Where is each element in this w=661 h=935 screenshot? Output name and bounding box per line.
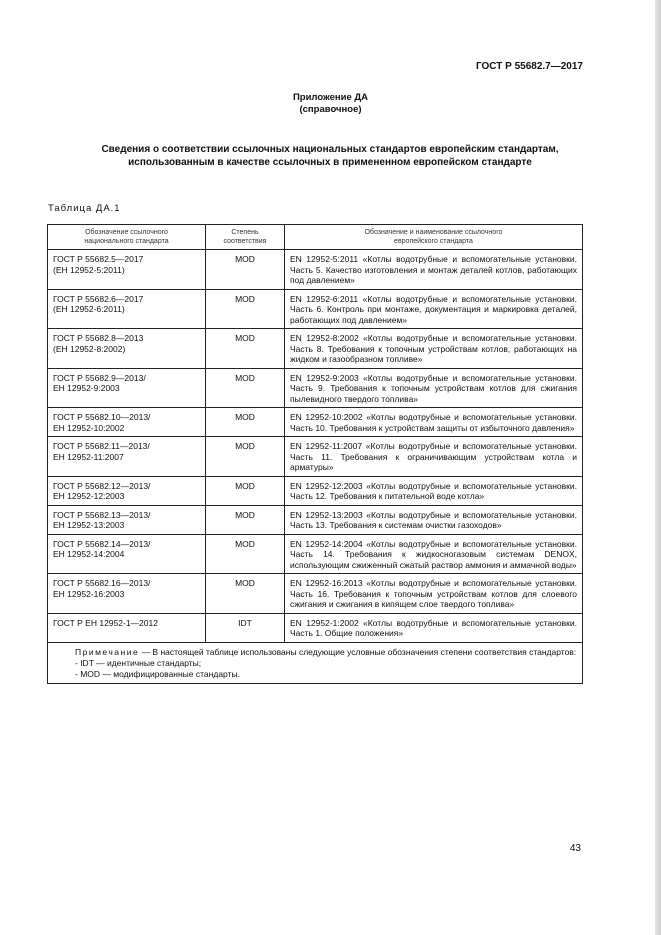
annex-subtitle: (справочное) bbox=[299, 104, 362, 115]
annex-title bbox=[0, 92, 661, 116]
national-standard-cell: ГОСТ Р 55682.9—2013/ EH 12952-9:2003 bbox=[48, 368, 206, 408]
european-standard-cell: EN 12952-8:2002 «Котлы водотрубные и вспомогательные установки. Часть 8. Требования к топочным устройствам котлов, работающих на жидком и газообразном топливе» bbox=[285, 329, 583, 369]
table-row bbox=[48, 437, 583, 477]
table-row bbox=[48, 505, 583, 534]
european-standard-cell: EN 12952-5:2011 «Котлы водотрубные и вспомогательные установки. Часть 5. Качество изготовления и монтаж деталей котлов, работающих под давлением» bbox=[285, 250, 583, 290]
table-row bbox=[48, 476, 583, 505]
european-standard-cell: EN 12952-11:2007 «Котлы водотрубные и вспомогательные установки. Часть 11. Требования к ограничивающим устройствам котла и арматуры» bbox=[285, 437, 583, 477]
degree-cell: MOD bbox=[206, 329, 285, 369]
degree-cell: MOD bbox=[206, 437, 285, 477]
section-heading bbox=[40, 143, 620, 169]
european-standard-cell: EN 12952-12:2003 «Котлы водотрубные и вспомогательные установки. Часть 12. Требования к питательной воде котла» bbox=[285, 476, 583, 505]
national-standard-cell: ГОСТ Р 55682.6—2017 (EH 12952-6:2011) bbox=[48, 289, 206, 329]
note-row bbox=[48, 642, 583, 683]
european-standard-cell: EN 12952-6:2011 «Котлы водотрубные и вспомогательные установки. Часть 6. Контроль при монтаже, документация и маркировка деталей, работающих под давлением» bbox=[285, 289, 583, 329]
degree-cell: MOD bbox=[206, 574, 285, 614]
table-row bbox=[48, 289, 583, 329]
table-row bbox=[48, 534, 583, 574]
degree-cell: IDT bbox=[206, 613, 285, 642]
note-item: - IDT — идентичные стандарты; bbox=[75, 657, 202, 668]
national-standard-cell: ГОСТ Р 55682.14—2013/ EH 12952-14:2004 bbox=[48, 534, 206, 574]
table-row bbox=[48, 613, 583, 642]
standard-code-header: ГОСТ Р 55682.7—2017 bbox=[475, 61, 583, 72]
table-header-row bbox=[48, 225, 583, 250]
column-header-degree: Степень соответствия bbox=[206, 225, 285, 250]
european-standard-cell: EN 12952-13:2003 «Котлы водотрубные и вспомогательные установки. Часть 13. Требования к системам очистки газоходов» bbox=[285, 505, 583, 534]
degree-cell: MOD bbox=[206, 408, 285, 437]
national-standard-cell: ГОСТ Р 55682.12—2013/ EH 12952-12:2003 bbox=[48, 476, 206, 505]
national-standard-cell: ГОСТ Р 55682.5—2017 (EH 12952-5:2011) bbox=[48, 250, 206, 290]
national-standard-cell: ГОСТ Р ЕН 12952-1—2012 bbox=[48, 613, 206, 642]
annex-title-line: Приложение ДА bbox=[292, 92, 369, 103]
european-standard-cell: EN 12952-14:2004 «Котлы водотрубные и вспомогательные установки. Часть 14. Требования к жидкосногазовым системам DENOX, использующим сжиженный сжатый раствор аммония и аммачной воды» bbox=[285, 534, 583, 574]
heading-line: Сведения о соответствии ссылочных национальных стандартов европейским стандартам, bbox=[101, 144, 559, 155]
degree-cell: MOD bbox=[206, 250, 285, 290]
page-number: 43 bbox=[569, 843, 581, 854]
european-standard-cell: EN 12952-9:2003 «Котлы водотрубные и вспомогательные установки. Часть 9. Требования к топочным устройствам котлов для сжигания пылевидного твердого топлива» bbox=[285, 368, 583, 408]
page-edge bbox=[655, 0, 661, 935]
table-row bbox=[48, 329, 583, 369]
column-header-national: Обозначение ссылочного национального стандарта bbox=[48, 225, 206, 250]
column-header-european: Обозначение и наименование ссылочного европейского стандарта bbox=[285, 225, 583, 250]
european-standard-cell: EN 12952-10:2002 «Котлы водотрубные и вспомогательные установки. Часть 10. Требования к устройствам защиты от избыточного давления» bbox=[285, 408, 583, 437]
national-standard-cell: ГОСТ Р 55682.10—2013/ EH 12952-10:2002 bbox=[48, 408, 206, 437]
european-standard-cell: EN 12952-1:2002 «Котлы водотрубные и вспомогательные установки. Часть 1. Общие положения» bbox=[285, 613, 583, 642]
national-standard-cell: ГОСТ Р 55682.11—2013/ EH 12952-11:2007 bbox=[48, 437, 206, 477]
note-paragraph bbox=[53, 647, 577, 658]
degree-cell: MOD bbox=[206, 476, 285, 505]
table-row bbox=[48, 574, 583, 614]
note-item: - MOD — модифицированные стандарты. bbox=[75, 668, 240, 679]
note-label: Примечание bbox=[75, 646, 140, 657]
table-row bbox=[48, 250, 583, 290]
european-standard-cell: EN 12952-16:2013 «Котлы водотрубные и вспомогательные установки. Часть 16. Требования к топочным устройствам котлов для слоевого сжигания и сжигания в кипящем слое твердого топлива» bbox=[285, 574, 583, 614]
table-row bbox=[48, 408, 583, 437]
national-standard-cell: ГОСТ Р 55682.8—2013 (EH 12952-8:2002) bbox=[48, 329, 206, 369]
note-cell bbox=[48, 642, 583, 683]
national-standard-cell: ГОСТ Р 55682.16—2013/ EH 12952-16:2003 bbox=[48, 574, 206, 614]
national-standard-cell: ГОСТ Р 55682.13—2013/ EH 12952-13:2003 bbox=[48, 505, 206, 534]
heading-line: использованным в качестве ссылочных в примененном европейском стандарте bbox=[128, 157, 532, 168]
table-caption: Таблица ДА.1 bbox=[48, 203, 121, 214]
degree-cell: MOD bbox=[206, 534, 285, 574]
degree-cell: MOD bbox=[206, 289, 285, 329]
correspondence-table bbox=[47, 224, 583, 684]
note-text: — В настоящей таблице использованы следующие условные обозначения степени соответствия стандартов: bbox=[139, 646, 577, 657]
degree-cell: MOD bbox=[206, 368, 285, 408]
degree-cell: MOD bbox=[206, 505, 285, 534]
table-row bbox=[48, 368, 583, 408]
